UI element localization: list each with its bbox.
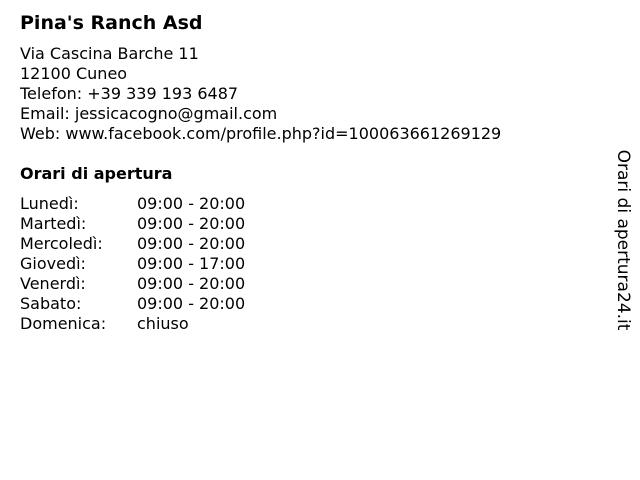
site-watermark: Orari di apertura24.it [613,149,633,331]
hours-time: 09:00 - 20:00 [137,214,246,233]
address-street: Via Cascina Barche 11 [20,44,199,63]
phone-line[interactable]: Telefon: +39 339 193 6487 [20,84,239,103]
hours-time: 09:00 - 20:00 [137,194,246,213]
hours-row-friday [20,274,600,294]
hours-row-saturday [20,294,600,314]
hours-day: Giovedì: [20,254,86,273]
hours-row-sunday [20,314,600,334]
hours-time: 09:00 - 20:00 [137,294,246,313]
hours-day: Domenica: [20,314,107,333]
web-line[interactable]: Web: www.facebook.com/profile.php?id=100063661269129 [20,124,502,143]
hours-day: Mercoledì: [20,234,103,253]
hours-day: Venerdì: [20,274,86,293]
hours-row-wednesday [20,234,600,254]
email-line[interactable]: Email: jessicacogno@gmail.com [20,104,278,123]
business-name: Pina's Ranch Asd [20,12,203,34]
hours-time: 09:00 - 17:00 [137,254,246,273]
hours-row-thursday [20,254,600,274]
address-city: 12100 Cuneo [20,64,128,83]
hours-day: Lunedì: [20,194,79,213]
hours-time: 09:00 - 20:00 [137,234,246,253]
hours-row-monday [20,194,600,214]
hours-day: Sabato: [20,294,82,313]
hours-time: 09:00 - 20:00 [137,274,246,293]
opening-hours-title: Orari di apertura [20,164,173,183]
opening-hours-table [20,194,600,334]
hours-row-tuesday [20,214,600,234]
hours-day: Martedì: [20,214,87,233]
hours-time: chiuso [137,314,189,333]
business-card [20,11,600,334]
